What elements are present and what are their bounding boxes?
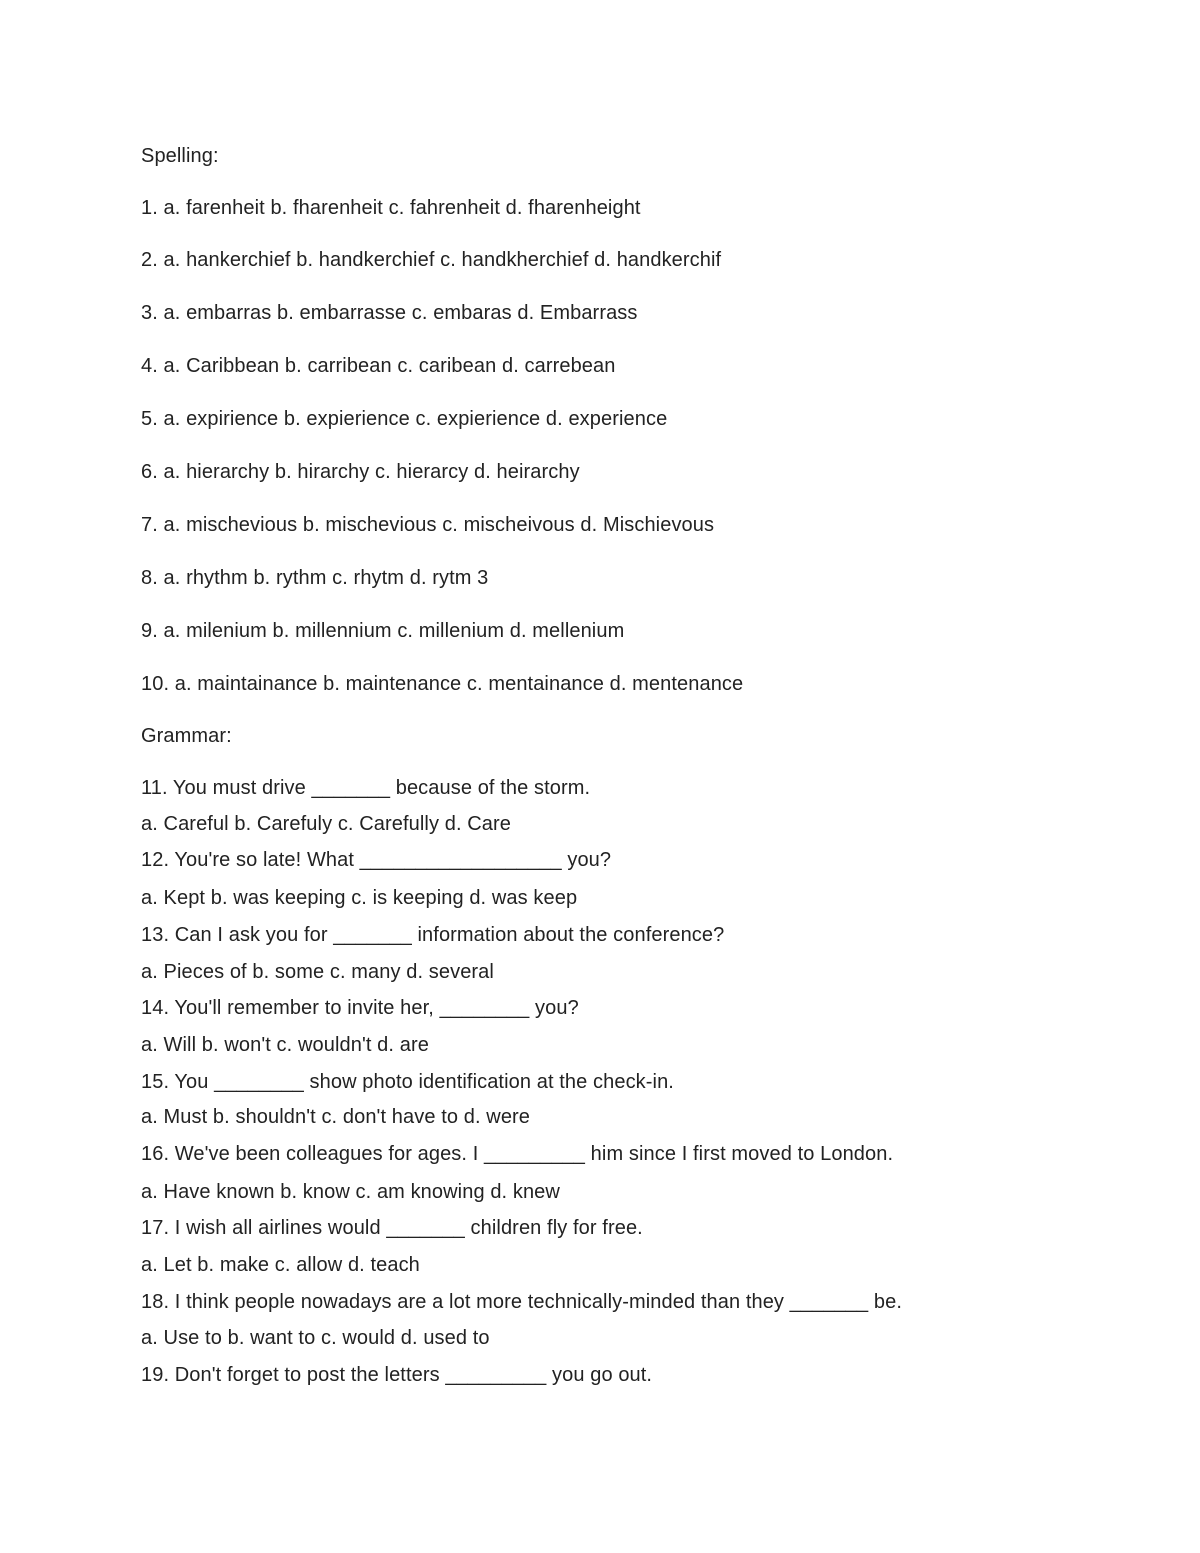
grammar-question-11: 11. You must drive _______ because of the storm. bbox=[141, 777, 591, 799]
grammar-options-11: a. Careful b. Carefuly c. Carefully d. Care bbox=[141, 813, 512, 835]
grammar-question-19: 19. Don't forget to post the letters _________ you go out. bbox=[141, 1364, 653, 1386]
spelling-question-10: 10. a. maintainance b. maintenance c. mentainance d. mentenance bbox=[141, 673, 744, 695]
spelling-question-1: 1. a. farenheit b. fharenheit c. fahrenheit d. fharenheight bbox=[141, 197, 641, 219]
grammar-options-18: a. Use to b. want to c. would d. used to bbox=[141, 1327, 490, 1349]
spelling-question-3: 3. a. embarras b. embarrasse c. embaras d. Embarrass bbox=[141, 302, 638, 324]
spelling-question-8: 8. a. rhythm b. rythm c. rhytm d. rytm 3 bbox=[141, 567, 489, 589]
spelling-question-9: 9. a. milenium b. millennium c. millenium d. mellenium bbox=[141, 620, 625, 642]
grammar-options-17: a. Let b. make c. allow d. teach bbox=[141, 1254, 420, 1276]
grammar-question-15: 15. You ________ show photo identification at the check-in. bbox=[141, 1071, 674, 1093]
grammar-question-14: 14. You'll remember to invite her, ________ you? bbox=[141, 997, 579, 1019]
grammar-question-17: 17. I wish all airlines would _______ children fly for free. bbox=[141, 1217, 643, 1239]
grammar-question-16: 16. We've been colleagues for ages. I _________ him since I first moved to London. bbox=[141, 1143, 894, 1165]
grammar-options-14: a. Will b. won't c. wouldn't d. are bbox=[141, 1034, 429, 1056]
spelling-question-5: 5. a. expirience b. expierience c. expierience d. experience bbox=[141, 408, 668, 430]
grammar-heading: Grammar: bbox=[141, 725, 232, 747]
spelling-question-6: 6. a. hierarchy b. hirarchy c. hierarcy d. heirarchy bbox=[141, 461, 580, 483]
spelling-question-7: 7. a. mischevious b. mischevious c. mischeivous d. Mischievous bbox=[141, 514, 715, 536]
spelling-heading: Spelling: bbox=[141, 145, 219, 167]
grammar-options-12: a. Kept b. was keeping c. is keeping d. was keep bbox=[141, 887, 578, 909]
spelling-question-4: 4. a. Caribbean b. carribean c. caribean d. carrebean bbox=[141, 355, 616, 377]
grammar-question-13: 13. Can I ask you for _______ information about the conference? bbox=[141, 924, 725, 946]
grammar-options-13: a. Pieces of b. some c. many d. several bbox=[141, 961, 494, 983]
grammar-options-15: a. Must b. shouldn't c. don't have to d. were bbox=[141, 1106, 531, 1128]
grammar-question-18: 18. I think people nowadays are a lot more technically-minded than they _______ be. bbox=[141, 1291, 903, 1313]
grammar-question-12: 12. You're so late! What __________________ you? bbox=[141, 849, 612, 871]
grammar-options-16: a. Have known b. know c. am knowing d. knew bbox=[141, 1181, 560, 1203]
spelling-question-2: 2. a. hankerchief b. handkerchief c. handkherchief d. handkerchif bbox=[141, 249, 722, 271]
